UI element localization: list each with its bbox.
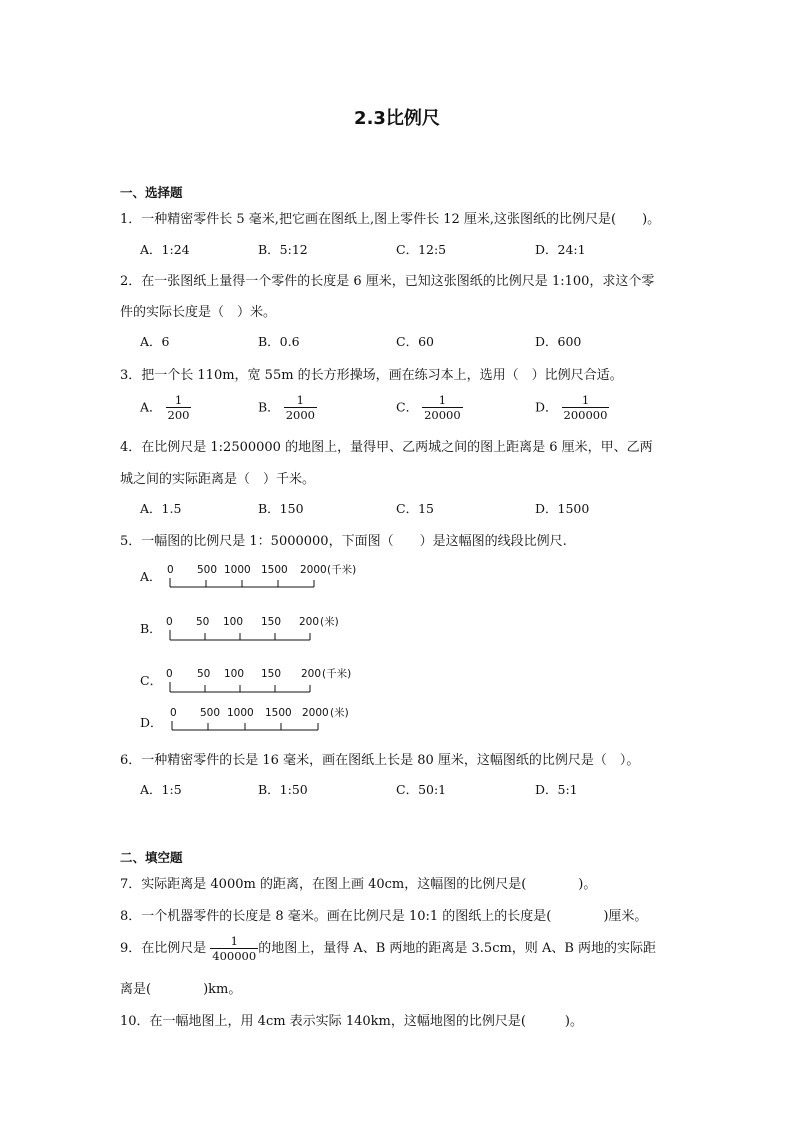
tick-label: 200 [301, 668, 322, 680]
q2-option-a: A．6 [140, 334, 170, 349]
q1-option-c: C．12:5 [396, 242, 447, 257]
fraction-numerator: 1 [174, 393, 183, 407]
fraction-numerator: 1 [438, 393, 447, 407]
q2-option-d: D．600 [535, 334, 582, 349]
q6-option-b: B．1:50 [258, 782, 308, 797]
q9-fraction [210, 935, 258, 963]
q5-scale-bar-a [160, 560, 390, 592]
unit-label: (千米) [322, 668, 352, 680]
tick-label: 50 [197, 668, 211, 680]
tick-label: 200 [299, 616, 320, 628]
tick-label: 0 [166, 668, 173, 680]
unit-label: (千米) [327, 564, 357, 576]
question-5: 5．一幅图的比例尺是 1：5000000，下面图（ ）是这幅图的线段比例尺. [120, 534, 567, 549]
question-10: 10．在一幅地图上，用 4cm 表示实际 140km，这幅地图的比例尺是( )。 [120, 1014, 583, 1029]
q5-option-d-label: D． [140, 715, 163, 730]
q9-suffix: 的地图上，量得 A、B 两地的距离是 3.5cm，则 A、B 两地的实际距 [258, 941, 657, 956]
q1-option-b: B．5:12 [258, 242, 308, 257]
q9-prefix: 9．在比例尺是 [120, 941, 207, 956]
fraction-denominator: 200 [167, 408, 190, 422]
tick-label: 150 [261, 668, 282, 680]
fraction-denominator: 200000 [563, 408, 608, 422]
tick-label: 0 [170, 707, 177, 719]
question-4-line-2: 城之间的实际距离是（ ）千米。 [120, 472, 316, 487]
q5-option-c-label: C． [140, 673, 163, 688]
question-8: 8．一个机器零件的长度是 8 毫米。画在比例尺是 10:1 的图纸上的长度是( )厘米。 [120, 909, 648, 924]
q3-option-c-fraction [422, 394, 463, 422]
q6-option-c: C．50:1 [396, 782, 447, 797]
q5-option-a-label: A． [140, 569, 162, 584]
q2-option-b: B．0.6 [258, 334, 300, 349]
question-2-line-2: 件的实际长度是（ ）米。 [120, 305, 277, 320]
tick-label: 0 [166, 616, 173, 628]
question-4-line-1: 4．在比例尺是 1:2500000 的地图上，量得甲、乙两城之间的图上距离是 6 厘米，甲、乙两 [120, 440, 653, 455]
q2-option-c: C．60 [396, 334, 434, 349]
q3-option-a-fraction [166, 394, 192, 422]
tick-label: 1500 [261, 564, 288, 576]
q6-option-a: A．1:5 [140, 782, 182, 797]
question-2-line-1: 2．在一张图纸上量得一个零件的长度是 6 厘米，已知这张图纸的比例尺是 1:100，求这个零 [120, 274, 655, 289]
q3-option-a [140, 394, 191, 422]
tick-label: 1000 [224, 564, 251, 576]
page-title: 2.3比例尺 [354, 108, 440, 129]
tick-label: 2000 [300, 564, 327, 576]
q3-option-b-fraction [284, 394, 317, 422]
question-9-line-2: 离是( )km。 [120, 982, 242, 997]
q5-scale-bar-b [160, 612, 390, 644]
q3-option-c [396, 394, 463, 422]
tick-label: 2000 [302, 707, 329, 719]
q3-option-a-label: A． [140, 399, 162, 415]
section-heading-choice: 一、选择题 [120, 185, 183, 200]
q4-option-b: B．150 [258, 501, 304, 516]
q3-option-d [535, 394, 609, 422]
q5-option-b-label: B． [140, 621, 162, 636]
question-7: 7．实际距离是 4000m 的距离，在图上画 40cm，这幅图的比例尺是( )。 [120, 877, 597, 892]
unit-label: (米) [330, 707, 349, 719]
tick-label: 500 [200, 707, 221, 719]
tick-label: 500 [197, 564, 218, 576]
fraction-numerator: 1 [581, 393, 590, 407]
question-9-line-1 [120, 932, 656, 966]
tick-label: 0 [167, 564, 174, 576]
fraction-denominator: 2000 [285, 408, 315, 422]
question-1: 1．一种精密零件长 5 毫米,把它画在图纸上,图上零件长 12 厘米,这张图纸的比例尺是( )。 [120, 212, 661, 227]
tick-label: 1500 [265, 707, 292, 719]
fraction-denominator: 400000 [212, 948, 257, 963]
tick-label: 100 [223, 616, 244, 628]
q5-scale-bar-d [160, 703, 390, 735]
q3-option-b-label: B． [258, 399, 280, 415]
q5-scale-bar-c [160, 664, 390, 696]
tick-label: 100 [224, 668, 245, 680]
q4-option-d: D．1500 [535, 501, 590, 516]
q1-option-a: A．1:24 [140, 242, 190, 257]
fraction-denominator: 20000 [424, 408, 461, 422]
q1-option-d: D．24:1 [535, 242, 586, 257]
tick-label: 1000 [227, 707, 254, 719]
section-heading-fill: 二、填空题 [120, 850, 183, 865]
question-6: 6．一种精密零件的长是 16 毫米，画在图纸上长是 80 厘米，这幅图纸的比例尺是（ ）。 [120, 753, 640, 768]
q3-option-d-label: D． [535, 399, 558, 415]
q4-option-a: A．1.5 [140, 501, 182, 516]
unit-label: (米) [320, 616, 339, 628]
q6-option-d: D．5:1 [535, 782, 578, 797]
q3-option-d-fraction [562, 394, 610, 422]
question-3: 3．把一个长 110m，宽 55m 的长方形操场，画在练习本上，选用（ ）比例尺合适。 [120, 368, 623, 383]
q3-option-c-label: C． [396, 399, 419, 415]
fraction-numerator: 1 [230, 933, 238, 948]
q4-option-c: C．15 [396, 501, 434, 516]
fraction-numerator: 1 [296, 393, 304, 407]
tick-label: 50 [196, 616, 210, 628]
q3-option-b [258, 394, 317, 422]
tick-label: 150 [261, 616, 282, 628]
